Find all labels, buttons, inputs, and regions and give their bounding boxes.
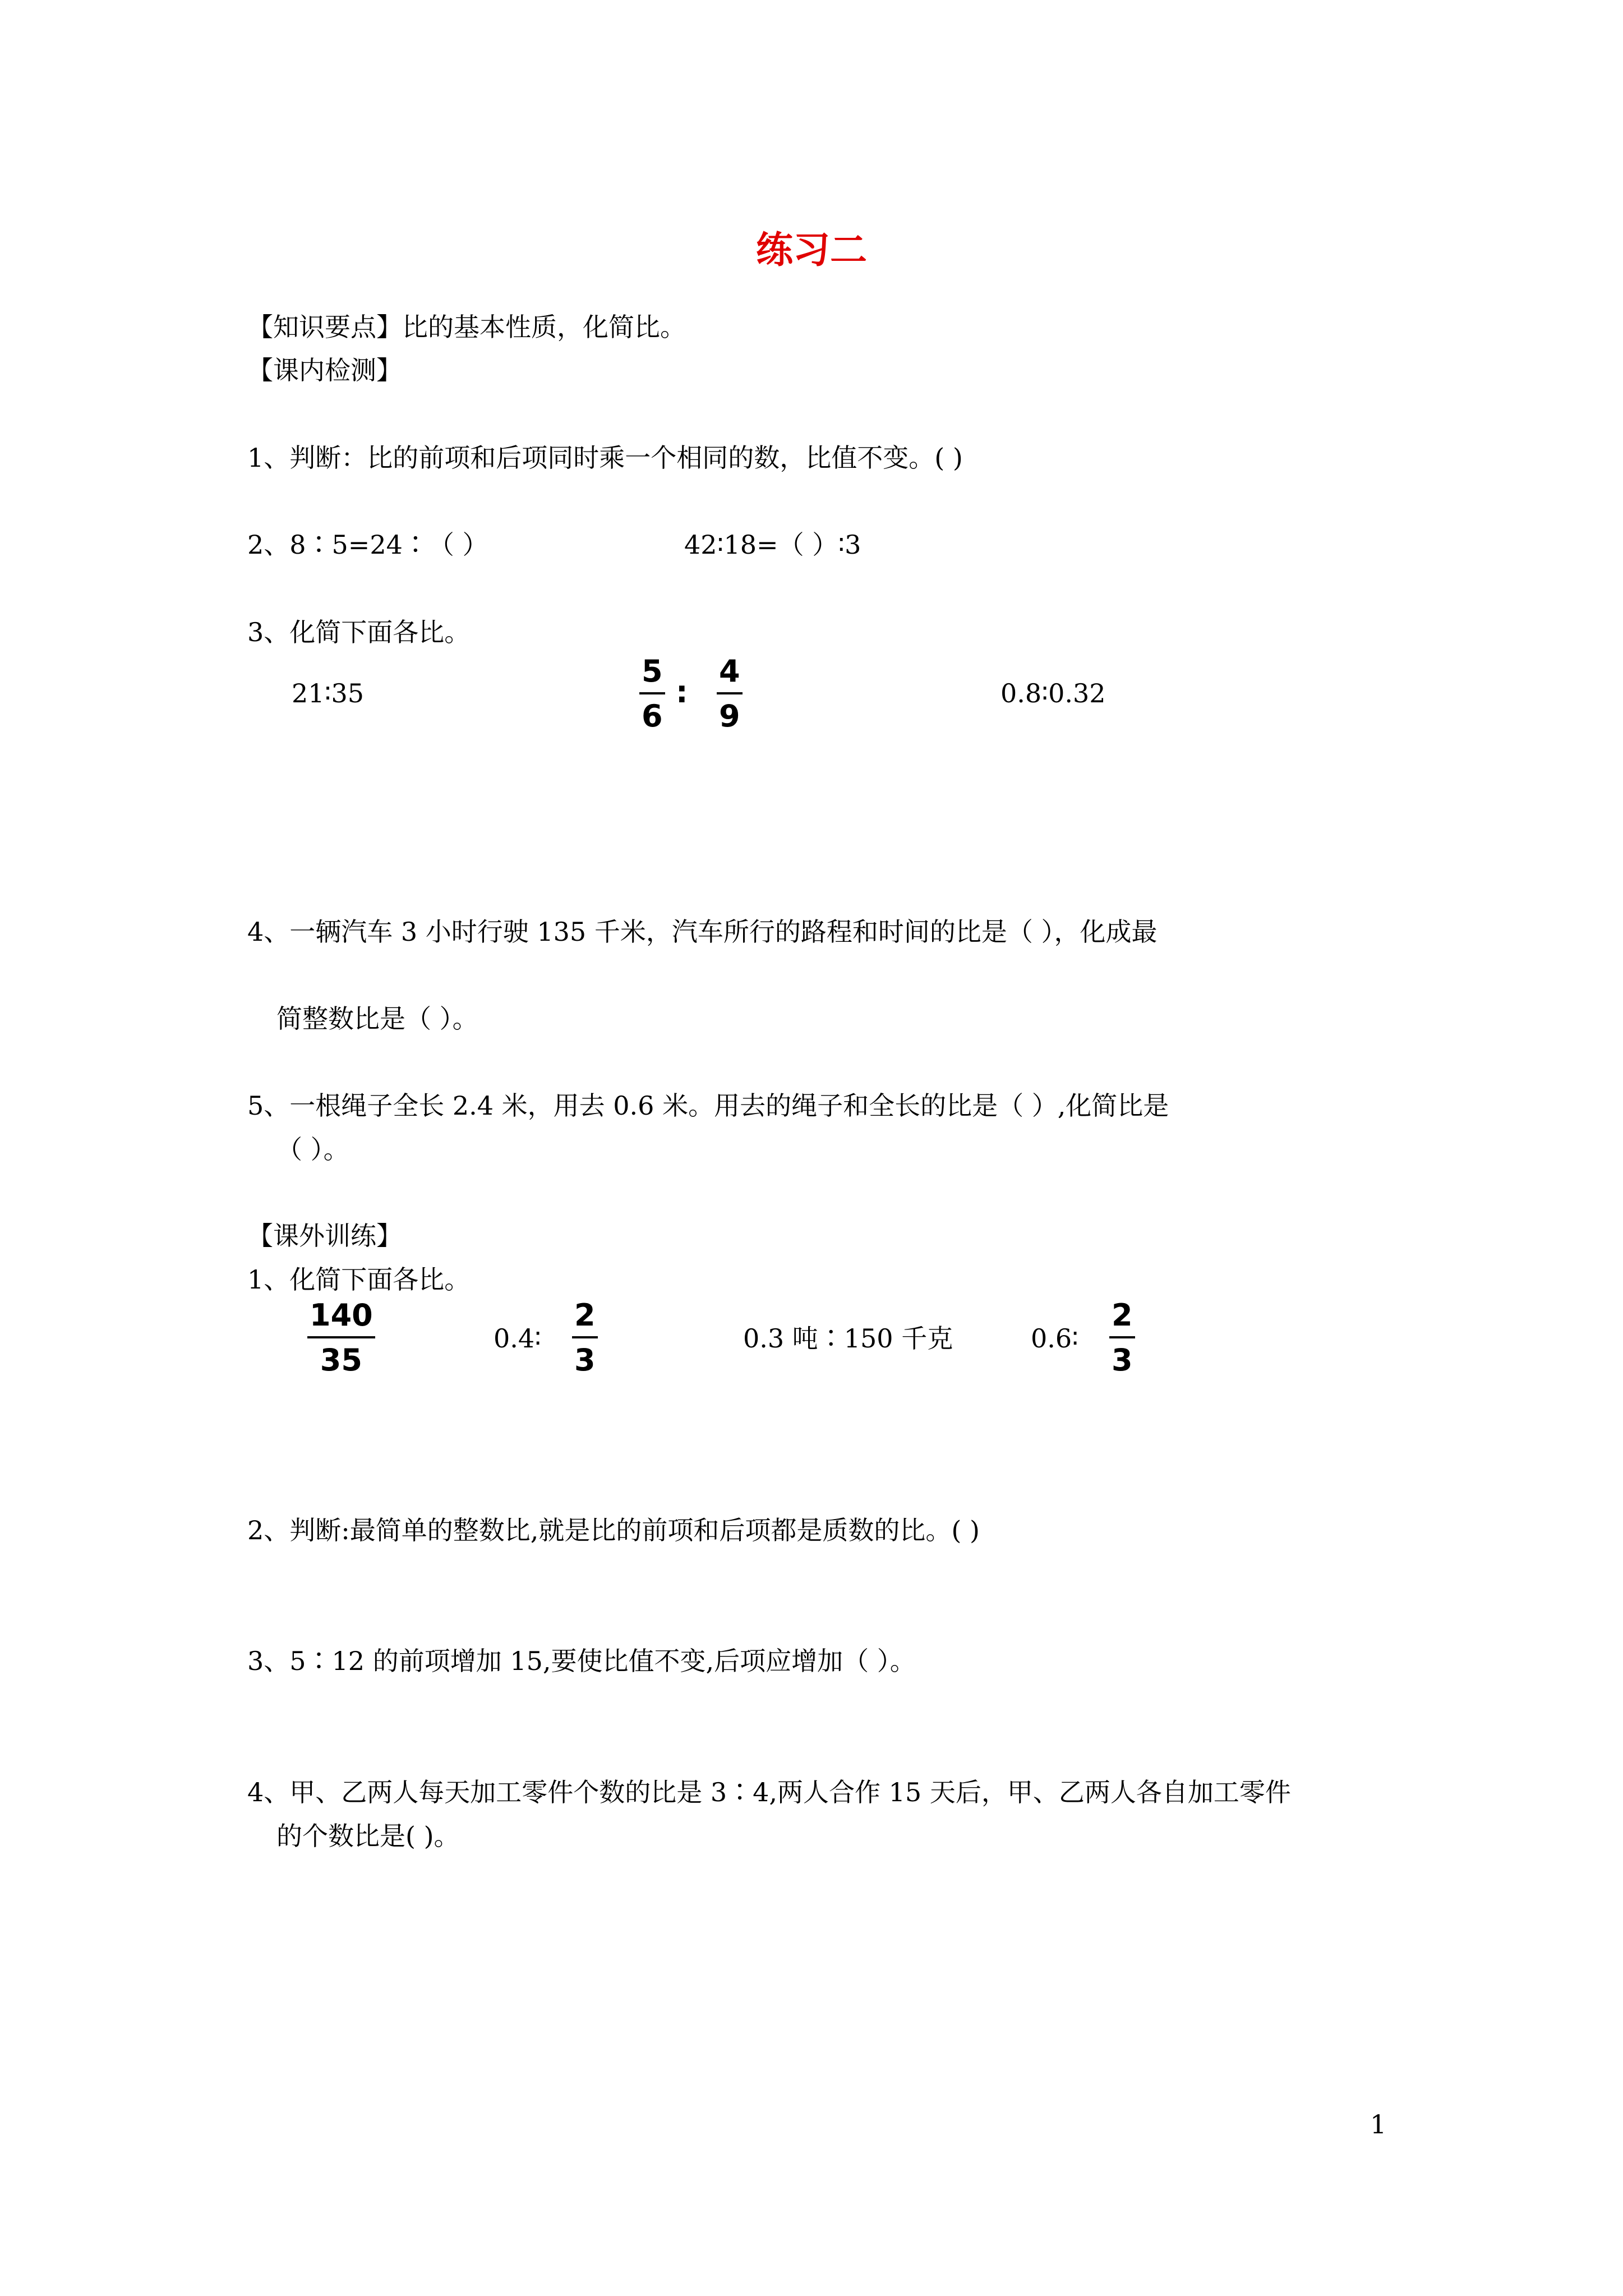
fraction-2-3: [572, 1297, 598, 1378]
fraction-5-6: [639, 654, 665, 734]
numerator: 4: [719, 654, 740, 689]
denominator: 35: [320, 1342, 362, 1378]
numerator: 2: [574, 1297, 596, 1333]
out-class-question-3: 3、5∶12 的前项增加 15,要使比值不变,后项应增加（ ）。: [247, 1646, 916, 1676]
in-class-question-3: 3、化简下面各比。: [247, 617, 471, 647]
denominator: 9: [719, 698, 740, 734]
in-class-question-5-line-2: （ ）。: [276, 1134, 349, 1165]
ratio-tonne-kilogram: 0.3 吨∶150 千克: [743, 1323, 953, 1354]
in-class-question-2b: 42∶18=（ ）∶3: [684, 530, 861, 560]
out-class-question-4-line-1: 4、甲、乙两人每天加工零件个数的比是 3∶4,两人合作 15 天后，甲、乙两人各自加工零件: [247, 1777, 1291, 1807]
denominator: 6: [642, 698, 663, 734]
in-class-question-4-line-1: 4、一辆汽车 3 小时行驶 135 千米，汽车所行的路程和时间的比是（ ），化成最: [247, 917, 1158, 947]
ratio-0-6-prefix: 0.6∶: [1031, 1323, 1079, 1354]
page-number: 1: [1370, 2109, 1387, 2139]
ratio-0-4-prefix: 0.4∶: [494, 1323, 542, 1354]
numerator: 2: [1112, 1297, 1133, 1333]
page-title: 练习二: [756, 228, 867, 272]
out-class-question-1: 1、化简下面各比。: [247, 1264, 471, 1295]
in-class-question-2a: 2、8∶5=24∶（ ）: [247, 530, 488, 560]
in-class-question-1: 1、判断：比的前项和后项同时乘一个相同的数，比值不变。( ): [247, 443, 963, 473]
ratio-colon: :: [676, 674, 688, 710]
denominator: 3: [574, 1342, 596, 1378]
denominator: 3: [1112, 1342, 1133, 1378]
fraction-4-9: [717, 654, 743, 734]
numerator: 5: [642, 654, 663, 689]
ratio-0-8-0-32: 0.8∶0.32: [1000, 678, 1106, 708]
ratio-21-35: 21∶35: [292, 678, 365, 708]
out-class-question-2: 2、判断:最简单的整数比,就是比的前项和后项都是质数的比。( ): [247, 1515, 980, 1545]
in-class-question-5-line-1: 5、一根绳子全长 2.4 米，用去 0.6 米。用去的绳子和全长的比是（ ）,化简比是: [247, 1091, 1169, 1121]
knowledge-points: 【知识要点】比的基本性质，化简比。: [247, 312, 686, 342]
fraction-140-35: [307, 1297, 375, 1378]
out-class-question-4-line-2: 的个数比是( )。: [276, 1821, 460, 1851]
in-class-heading: 【课内检测】: [247, 355, 402, 385]
fraction-2-3: [1109, 1297, 1135, 1378]
out-class-heading: 【课外训练】: [247, 1221, 402, 1251]
in-class-question-4-line-2: 简整数比是（ ）。: [276, 1004, 478, 1034]
numerator: 140: [310, 1297, 373, 1333]
